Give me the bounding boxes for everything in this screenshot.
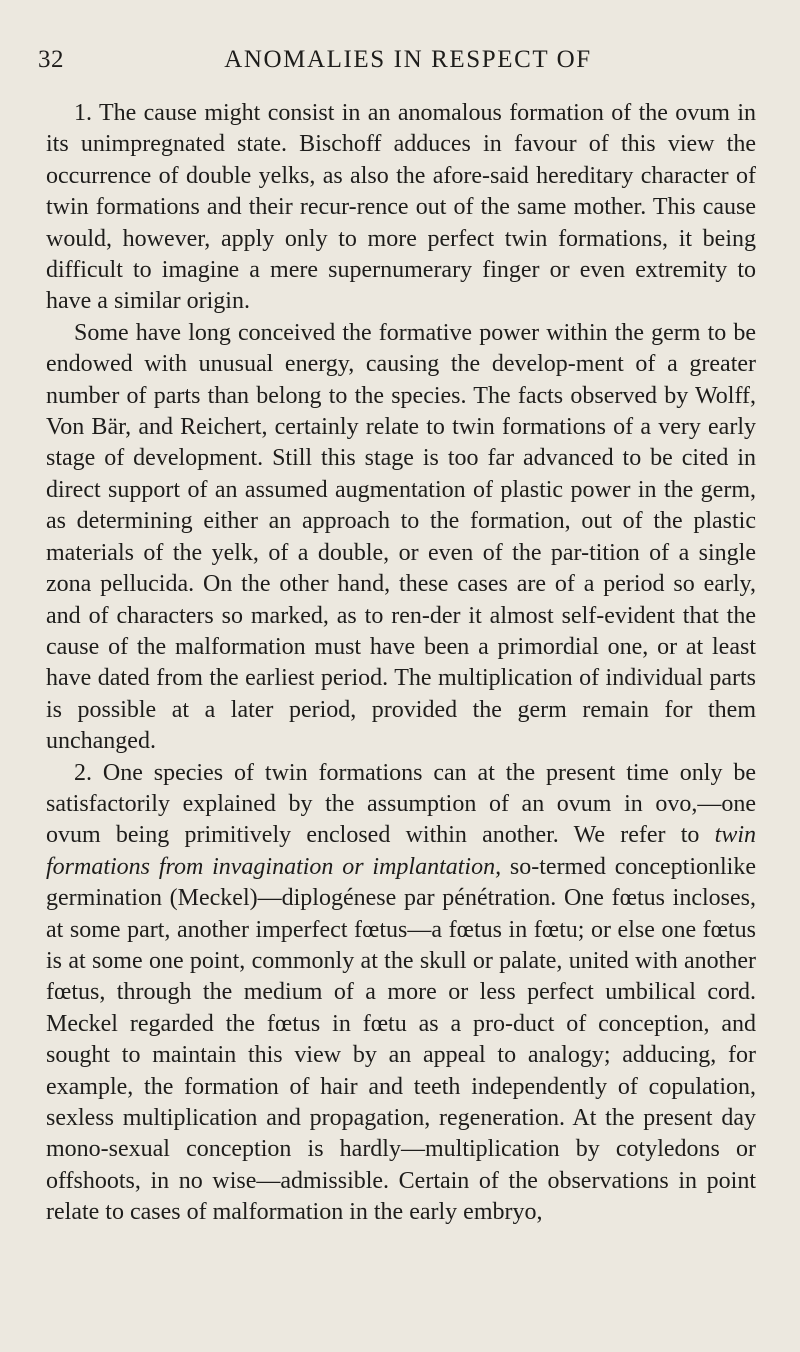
body-text [46, 98, 756, 1229]
paragraph-2: Some have long conceived the formative power within the germ to be endowed with unusual energy, causing the develop-ment of a greater number of parts than belong to the species. The facts observed by Wolff, Von Bär, and Reichert, certainly relate to twin formations of a very early stage of development. Still this stage is too far advanced to be cited in direct support of an assumed augmentation of plastic power in the germ, as determining either an approach to the formation, out of the plastic materials of the yelk, of a double, or even of the par-tition of a single zona pellucida. On the other hand, these cases are of a period so early, and of characters so marked, as to ren-der it almost self-evident that the cause of the malformation must have been a primordial one, or at least have dated from the earliest period. The multiplication of individual parts is possible at a later period, provided the germ remain for them unchanged. [46, 319, 756, 755]
paragraph-3-end: so-termed conceptionlike germination (Meckel)—diplogénese par pénétration. One fœtus incloses, at some part, another imperfect fœtus—a fœtus in fœtu; or else one fœtus is at some one point, commonly at the skull or palate, united with another fœtus, through the medium of a more or less perfect umbilical cord. Meckel regarded the fœtus in fœtu as a pro-duct of conception, and sought to maintain this view by an appeal to analogy; adducing, for example, the formation of hair and teeth independently of copulation, sexless multiplication and propagation, regeneration. At the present day mono-sexual conception is hardly—multiplication by cotyledons or offshoots, in no wise—admissible. Certain of the observations in point relate to cases of malformation in the early embryo, [46, 853, 756, 1226]
page-header [38, 46, 758, 86]
running-head: ANOMALIES IN RESPECT OF [224, 46, 592, 73]
paragraph-3-start: 2. One species of twin formations can at the present time only be satisfactorily explained by the assumption of an ovum in ovo,—one ovum being primitively enclosed within another. We refer to [46, 759, 756, 849]
paragraph-1: 1. The cause might consist in an anomalous formation of the ovum in its unimpregnated state. Bischoff adduces in favour of this view the occurrence of double yelks, as also the afore-said hereditary character of twin formations and their recur-rence out of the same mother. This cause would, however, apply only to more perfect twin formations, it being difficult to imagine a mere supernumerary finger or even extremity to have a similar origin. [46, 100, 756, 315]
page-number: 32 [38, 46, 64, 73]
paragraph-3 [46, 758, 756, 1229]
italic-phrase: twin formations from invagination or implantation, [46, 822, 756, 880]
